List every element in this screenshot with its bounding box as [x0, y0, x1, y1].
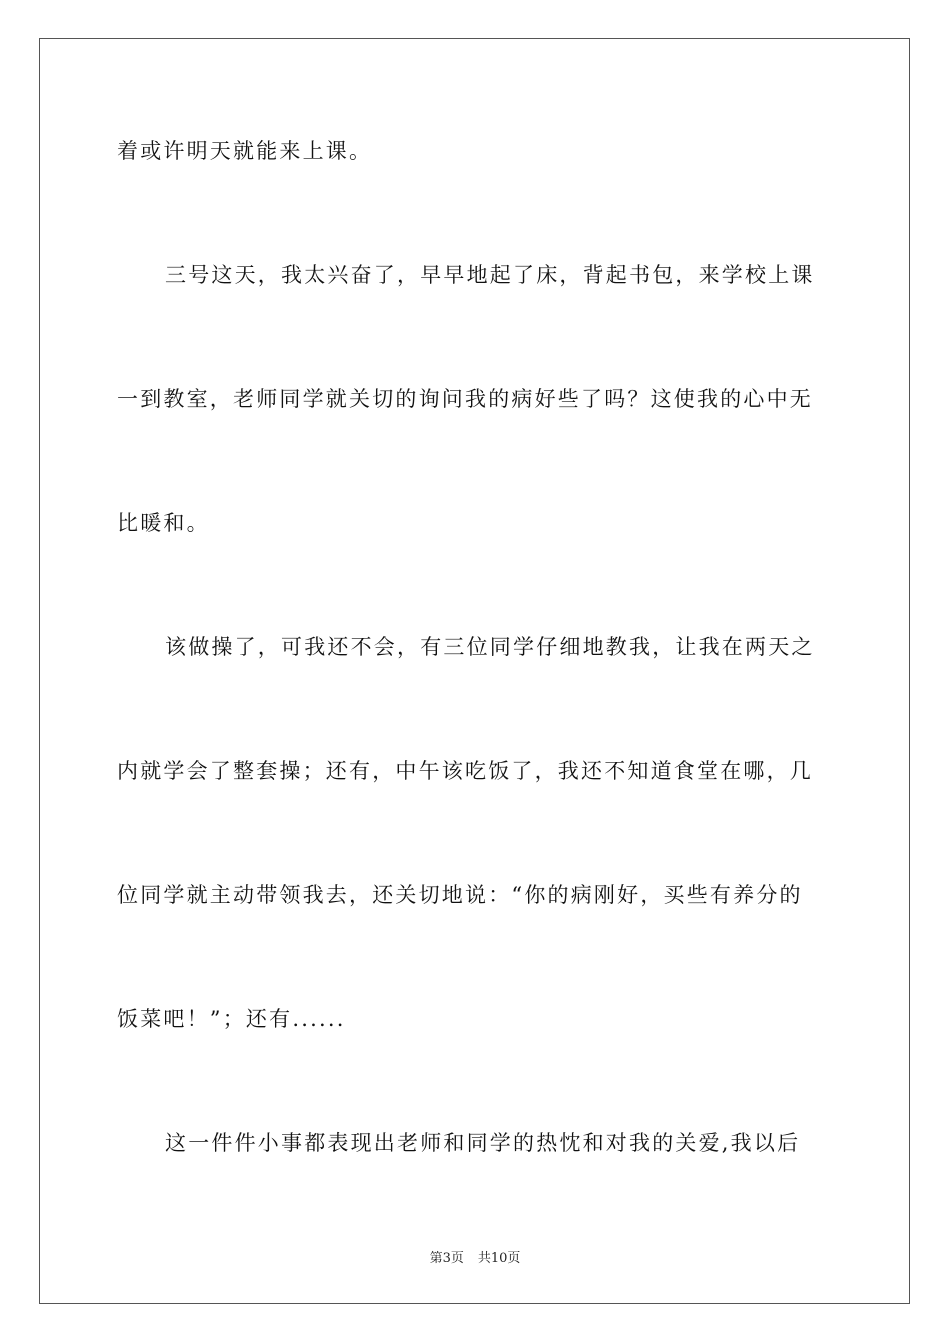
text-line-8: 饭菜吧！”；还有...... [117, 1007, 346, 1031]
page-footer [0, 1247, 950, 1266]
text-line-1: 着或许明天就能来上课。 [117, 139, 373, 163]
text-line-9: 这一件件小事都表现出老师和同学的热忱和对我的关爱,我以后 [165, 1131, 801, 1155]
page-border [39, 38, 910, 1304]
text-line-3: 一到教室，老师同学就关切的询问我的病好些了吗？这使我的心中无 [117, 387, 813, 411]
text-line-5: 该做操了，可我还不会，有三位同学仔细地教我，让我在两天之 [165, 635, 815, 659]
page-total: 共10页 [477, 1251, 521, 1266]
page-number: 第3页 [429, 1251, 464, 1266]
text-line-2: 三号这天，我太兴奋了，早早地起了床，背起书包，来学校上课 [165, 263, 815, 287]
text-line-7: 位同学就主动带领我去，还关切地说：“你的病刚好，买些有养分的 [117, 883, 803, 907]
text-line-4: 比暖和。 [117, 511, 210, 535]
text-line-6: 内就学会了整套操；还有，中午该吃饭了，我还不知道食堂在哪，几 [117, 759, 813, 783]
